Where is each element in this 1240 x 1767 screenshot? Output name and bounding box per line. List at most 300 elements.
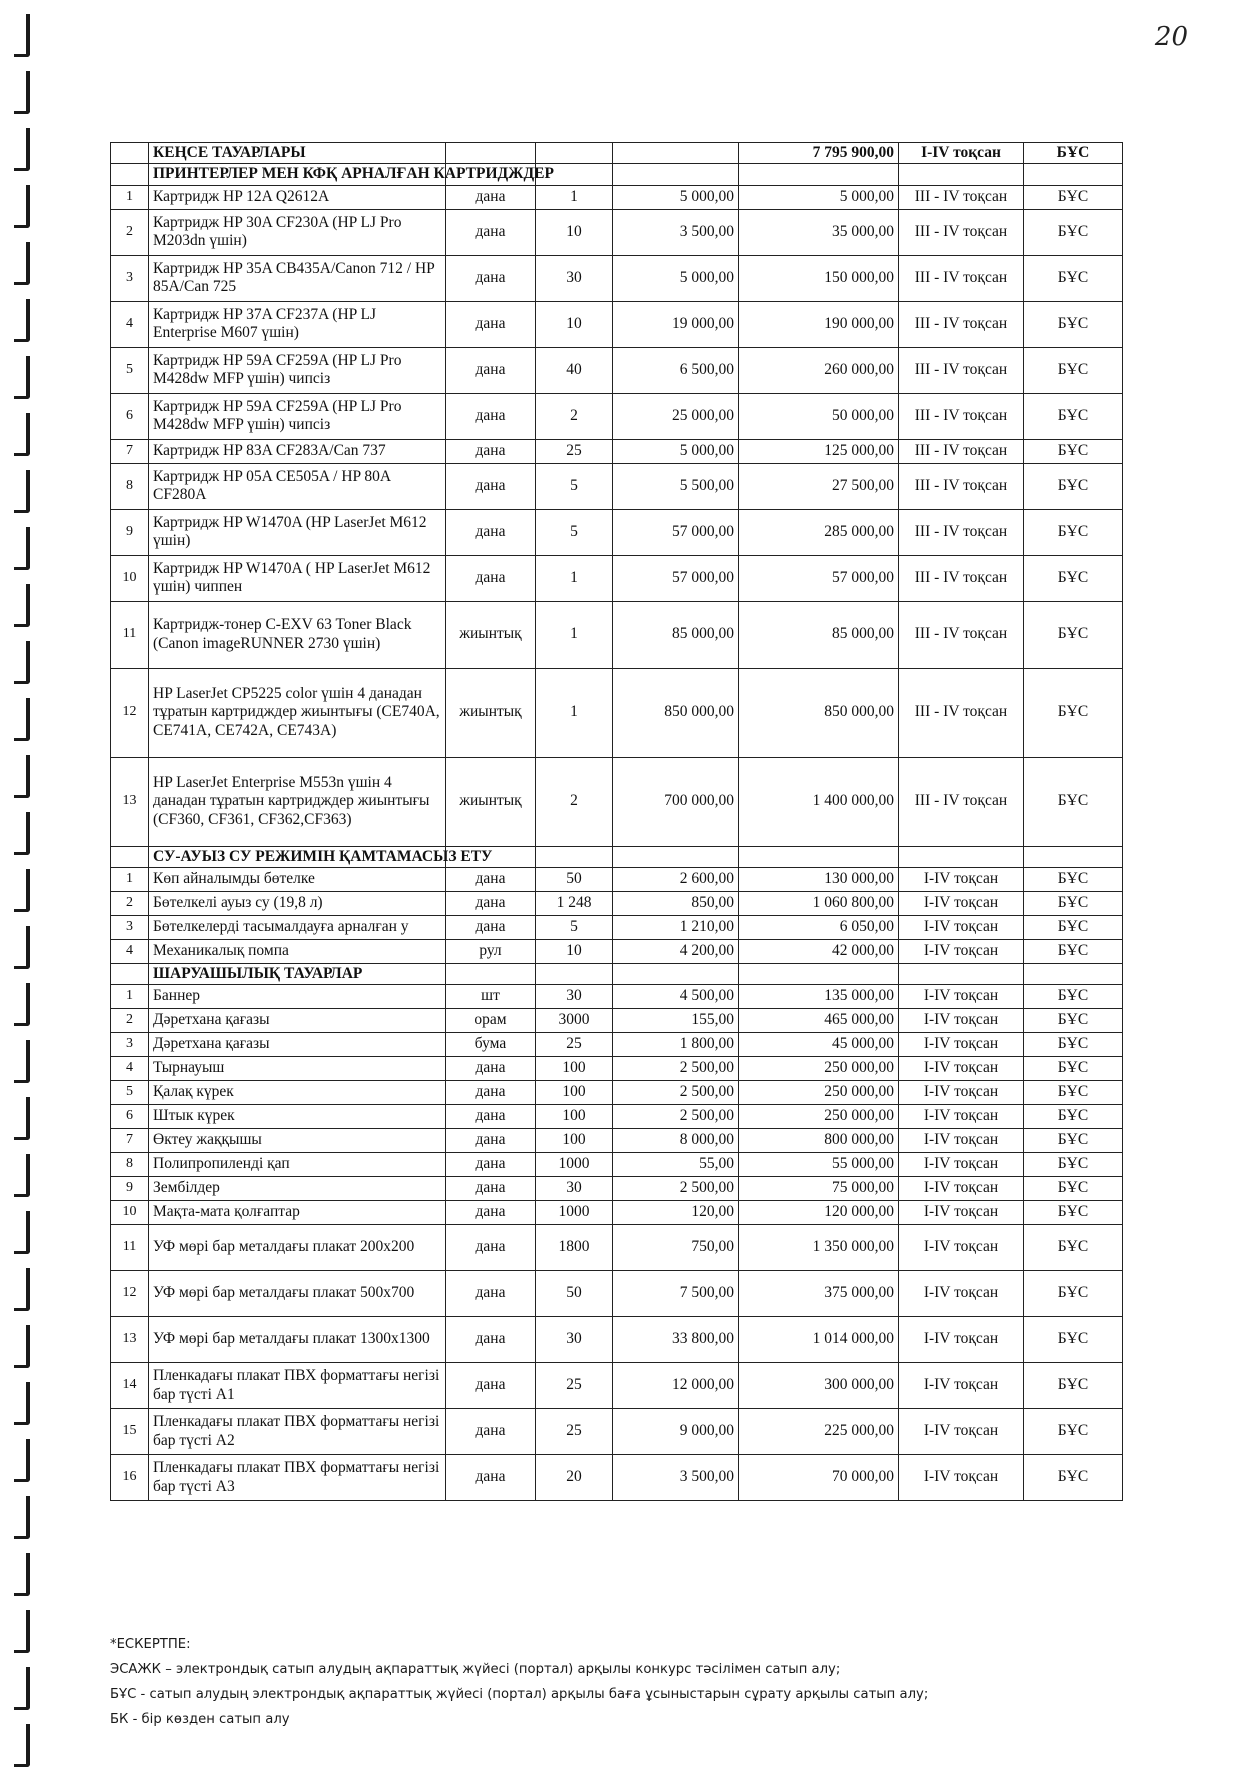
section-empty-cell: [613, 963, 739, 984]
binding-hook-icon: [14, 413, 30, 456]
unit: жиынтық: [446, 757, 536, 846]
section-method: [1024, 963, 1123, 984]
procurement-method: БҰС: [1024, 1057, 1123, 1081]
procurement-method: БҰС: [1024, 1033, 1123, 1057]
section-period: [899, 963, 1024, 984]
row-number: 3: [111, 915, 149, 939]
total-amount: 6 050,00: [739, 915, 899, 939]
row-number: 13: [111, 757, 149, 846]
unit: дана: [446, 555, 536, 601]
section-total: [739, 846, 899, 867]
item-name: Картридж HP 83A CF283A/Can 737: [149, 439, 446, 463]
row-number: 4: [111, 1057, 149, 1081]
unit: дана: [446, 1225, 536, 1271]
total-amount: 375 000,00: [739, 1271, 899, 1317]
unit: дана: [446, 1057, 536, 1081]
procurement-method: БҰС: [1024, 1081, 1123, 1105]
total-amount: 1 350 000,00: [739, 1225, 899, 1271]
procurement-method: БҰС: [1024, 1153, 1123, 1177]
table-row: [111, 915, 1123, 939]
unit: дана: [446, 509, 536, 555]
period: I-IV тоқсан: [899, 1225, 1024, 1271]
total-amount: 27 500,00: [739, 463, 899, 509]
table-row: [111, 1129, 1123, 1153]
quantity: 1: [536, 185, 613, 209]
table-row: [111, 1271, 1123, 1317]
unit-price: 57 000,00: [613, 509, 739, 555]
period: I-IV тоқсан: [899, 1271, 1024, 1317]
item-name: HP LaserJet Enterprise M553n үшін 4 данадан тұратын картридждер жиынтығы (CF360, CF361, CF362,CF363): [149, 757, 446, 846]
section-header-row: [111, 963, 1123, 984]
table-row: [111, 463, 1123, 509]
unit: дана: [446, 209, 536, 255]
procurement-method: БҰС: [1024, 393, 1123, 439]
quantity: 2: [536, 393, 613, 439]
footnote-line: ЭСАЖК – электрондық сатып алудың ақпараттық жүйесі (портал) арқылы конкурс тәсілімен сатып алу;: [110, 1662, 841, 1677]
row-number: 9: [111, 1177, 149, 1201]
quantity: 1: [536, 601, 613, 668]
row-number: 12: [111, 1271, 149, 1317]
procurement-method: БҰС: [1024, 255, 1123, 301]
binding-hook-icon: [14, 1325, 30, 1368]
unit: дана: [446, 915, 536, 939]
procurement-method: БҰС: [1024, 1177, 1123, 1201]
procurement-method: БҰС: [1024, 439, 1123, 463]
section-empty-cell: [613, 143, 739, 164]
period: III - IV тоқсан: [899, 555, 1024, 601]
unit-price: 5 000,00: [613, 185, 739, 209]
quantity: 100: [536, 1105, 613, 1129]
quantity: 1800: [536, 1225, 613, 1271]
procurement-method: БҰС: [1024, 1105, 1123, 1129]
table-row: [111, 1081, 1123, 1105]
section-empty-cell: [446, 963, 536, 984]
row-number: 15: [111, 1409, 149, 1455]
item-name: УФ мөрі бар металдағы плакат 500х700: [149, 1271, 446, 1317]
unit: дана: [446, 393, 536, 439]
section-empty-cell: [536, 846, 613, 867]
section-header-row: [111, 846, 1123, 867]
footnotes: [110, 1632, 1190, 1732]
section-method: [1024, 164, 1123, 185]
unit: дана: [446, 1455, 536, 1501]
unit: жиынтық: [446, 668, 536, 757]
period: I-IV тоқсан: [899, 1201, 1024, 1225]
binding-hook-icon: [14, 1382, 30, 1425]
total-amount: 130 000,00: [739, 867, 899, 891]
item-name: Бөтелкелі ауыз су (19,8 л): [149, 891, 446, 915]
section-title: СУ-АУЫЗ СУ РЕЖИМІН ҚАМТАМАСЫЗ ЕТУ: [149, 846, 446, 867]
table-row: [111, 939, 1123, 963]
item-name: Картридж HP 59A CF259A (HP LJ Pro M428dw MFP үшін) чипсіз: [149, 347, 446, 393]
unit: рул: [446, 939, 536, 963]
item-name: УФ мөрі бар металдағы плакат 1300х1300: [149, 1317, 446, 1363]
procurement-method: БҰС: [1024, 347, 1123, 393]
period: III - IV тоқсан: [899, 509, 1024, 555]
period: I-IV тоқсан: [899, 985, 1024, 1009]
period: I-IV тоқсан: [899, 867, 1024, 891]
unit-price: 850 000,00: [613, 668, 739, 757]
table-row: [111, 1009, 1123, 1033]
section-header-row: [111, 143, 1123, 164]
total-amount: 75 000,00: [739, 1177, 899, 1201]
unit-price: 3 500,00: [613, 209, 739, 255]
period: III - IV тоқсан: [899, 209, 1024, 255]
table-row: [111, 255, 1123, 301]
section-number: [111, 143, 149, 164]
section-period: [899, 164, 1024, 185]
quantity: 25: [536, 1409, 613, 1455]
binding-hook-icon: [14, 641, 30, 684]
quantity: 50: [536, 867, 613, 891]
row-number: 9: [111, 509, 149, 555]
item-name: УФ мөрі бар металдағы плакат 200х200: [149, 1225, 446, 1271]
binding-hook-icon: [14, 812, 30, 855]
binding-hook-icon: [14, 527, 30, 570]
row-number: 8: [111, 463, 149, 509]
binding-hook-icon: [14, 356, 30, 399]
unit-price: 12 000,00: [613, 1363, 739, 1409]
item-name: Картридж HP W1470A (HP LaserJet M612 үшін): [149, 509, 446, 555]
item-name: Механикалық помпа: [149, 939, 446, 963]
period: III - IV тоқсан: [899, 301, 1024, 347]
total-amount: 135 000,00: [739, 985, 899, 1009]
row-number: 16: [111, 1455, 149, 1501]
total-amount: 150 000,00: [739, 255, 899, 301]
item-name: Өктеу жаққышы: [149, 1129, 446, 1153]
table-row: [111, 509, 1123, 555]
unit-price: 2 500,00: [613, 1057, 739, 1081]
quantity: 30: [536, 255, 613, 301]
row-number: 2: [111, 891, 149, 915]
row-number: 11: [111, 601, 149, 668]
procurement-method: БҰС: [1024, 867, 1123, 891]
item-name: Пленкадағы плакат ПВХ форматтағы негізі бар түсті А1: [149, 1363, 446, 1409]
binding-hook-icon: [14, 1154, 30, 1197]
quantity: 100: [536, 1129, 613, 1153]
table-row: [111, 1225, 1123, 1271]
binding-hook-icon: [14, 1097, 30, 1140]
unit-price: 33 800,00: [613, 1317, 739, 1363]
period: I-IV тоқсан: [899, 1409, 1024, 1455]
item-name: Дәретхана қағазы: [149, 1033, 446, 1057]
row-number: 2: [111, 1009, 149, 1033]
item-name: Штык күрек: [149, 1105, 446, 1129]
quantity: 30: [536, 1177, 613, 1201]
total-amount: 55 000,00: [739, 1153, 899, 1177]
section-number: [111, 963, 149, 984]
total-amount: 465 000,00: [739, 1009, 899, 1033]
unit: дана: [446, 185, 536, 209]
item-name: Картридж HP 35A CB435A/Canon 712 / HP 85A/Can 725: [149, 255, 446, 301]
item-name: Пленкадағы плакат ПВХ форматтағы негізі бар түсті А2: [149, 1409, 446, 1455]
item-name: Қалақ күрек: [149, 1081, 446, 1105]
procurement-method: БҰС: [1024, 509, 1123, 555]
total-amount: 35 000,00: [739, 209, 899, 255]
procurement-method: БҰС: [1024, 555, 1123, 601]
item-name: Дәретхана қағазы: [149, 1009, 446, 1033]
period: III - IV тоқсан: [899, 463, 1024, 509]
procurement-method: БҰС: [1024, 757, 1123, 846]
procurement-method: БҰС: [1024, 939, 1123, 963]
unit-price: 700 000,00: [613, 757, 739, 846]
procurement-method: БҰС: [1024, 463, 1123, 509]
unit: дана: [446, 439, 536, 463]
row-number: 6: [111, 393, 149, 439]
table-row: [111, 439, 1123, 463]
unit-price: 3 500,00: [613, 1455, 739, 1501]
row-number: 10: [111, 1201, 149, 1225]
unit: орам: [446, 1009, 536, 1033]
unit: шт: [446, 985, 536, 1009]
item-name: Мақта-мата қолғаптар: [149, 1201, 446, 1225]
unit: дана: [446, 255, 536, 301]
procurement-method: БҰС: [1024, 915, 1123, 939]
quantity: 30: [536, 1317, 613, 1363]
binding-hook-icon: [14, 71, 30, 114]
quantity: 5: [536, 915, 613, 939]
section-number: [111, 164, 149, 185]
period: I-IV тоқсан: [899, 1363, 1024, 1409]
unit: дана: [446, 1317, 536, 1363]
period: I-IV тоқсан: [899, 1033, 1024, 1057]
binding-hook-icon: [14, 755, 30, 798]
section-empty-cell: [536, 143, 613, 164]
binding-hook-icon: [14, 242, 30, 285]
table-row: [111, 668, 1123, 757]
unit-price: 4 200,00: [613, 939, 739, 963]
section-empty-cell: [446, 143, 536, 164]
procurement-method: БҰС: [1024, 1317, 1123, 1363]
period: III - IV тоқсан: [899, 439, 1024, 463]
unit-price: 9 000,00: [613, 1409, 739, 1455]
table-row: [111, 1177, 1123, 1201]
section-total: [739, 164, 899, 185]
total-amount: 50 000,00: [739, 393, 899, 439]
quantity: 50: [536, 1271, 613, 1317]
table-row: [111, 601, 1123, 668]
table-row: [111, 1455, 1123, 1501]
table-row: [111, 1153, 1123, 1177]
unit: дана: [446, 1153, 536, 1177]
procurement-method: БҰС: [1024, 985, 1123, 1009]
table-row: [111, 1201, 1123, 1225]
table-row: [111, 393, 1123, 439]
quantity: 40: [536, 347, 613, 393]
unit-price: 2 500,00: [613, 1081, 739, 1105]
total-amount: 260 000,00: [739, 347, 899, 393]
item-name: Картридж HP 05A CE505A / HP 80A CF280A: [149, 463, 446, 509]
section-total: [739, 963, 899, 984]
unit-price: 2 500,00: [613, 1177, 739, 1201]
row-number: 1: [111, 185, 149, 209]
item-name: Картридж-тонер C-EXV 63 Toner Black (Canon imageRUNNER 2730 үшін): [149, 601, 446, 668]
unit: дана: [446, 1081, 536, 1105]
row-number: 7: [111, 439, 149, 463]
table-row: [111, 891, 1123, 915]
procurement-method: БҰС: [1024, 1271, 1123, 1317]
binding-hook-icon: [14, 983, 30, 1026]
item-name: Картридж HP 30A CF230A (HP LJ Pro M203dn үшін): [149, 209, 446, 255]
item-name: Баннер: [149, 985, 446, 1009]
unit: дана: [446, 1201, 536, 1225]
binding-hook-icon: [14, 1496, 30, 1539]
row-number: 1: [111, 985, 149, 1009]
total-amount: 5 000,00: [739, 185, 899, 209]
binding-hook-icon: [14, 698, 30, 741]
table-row: [111, 1105, 1123, 1129]
quantity: 1: [536, 555, 613, 601]
total-amount: 285 000,00: [739, 509, 899, 555]
table-row: [111, 1057, 1123, 1081]
procurement-method: БҰС: [1024, 891, 1123, 915]
period: III - IV тоқсан: [899, 255, 1024, 301]
period: III - IV тоқсан: [899, 668, 1024, 757]
table-row: [111, 347, 1123, 393]
unit-price: 57 000,00: [613, 555, 739, 601]
period: I-IV тоқсан: [899, 1317, 1024, 1363]
binding-hook-icon: [14, 185, 30, 228]
unit: дана: [446, 1129, 536, 1153]
item-name: HP LaserJet CP5225 color үшін 4 данадан тұратын картридждер жиынтығы (CE740A, CE741A, CE742A, CE743A): [149, 668, 446, 757]
period: I-IV тоқсан: [899, 939, 1024, 963]
quantity: 1 248: [536, 891, 613, 915]
unit: дана: [446, 1409, 536, 1455]
row-number: 4: [111, 301, 149, 347]
row-number: 4: [111, 939, 149, 963]
item-name: Зембілдер: [149, 1177, 446, 1201]
quantity: 10: [536, 939, 613, 963]
total-amount: 125 000,00: [739, 439, 899, 463]
binding-hook-icon: [14, 1667, 30, 1710]
binding-hook-icon: [14, 1724, 30, 1767]
binding-hook-icon: [14, 926, 30, 969]
unit-price: 85 000,00: [613, 601, 739, 668]
row-number: 2: [111, 209, 149, 255]
procurement-table: [110, 142, 1123, 1501]
section-number: [111, 846, 149, 867]
period: III - IV тоқсан: [899, 347, 1024, 393]
section-period: I-IV тоқсан: [899, 143, 1024, 164]
binding-hook-icon: [14, 1211, 30, 1254]
binding-hook-icon: [14, 1610, 30, 1653]
unit-price: 8 000,00: [613, 1129, 739, 1153]
unit-price: 2 600,00: [613, 867, 739, 891]
section-method: БҰС: [1024, 143, 1123, 164]
procurement-method: БҰС: [1024, 301, 1123, 347]
quantity: 20: [536, 1455, 613, 1501]
procurement-method: БҰС: [1024, 185, 1123, 209]
table-row: [111, 555, 1123, 601]
unit-price: 5 000,00: [613, 255, 739, 301]
quantity: 5: [536, 509, 613, 555]
quantity: 25: [536, 1033, 613, 1057]
procurement-method: БҰС: [1024, 1363, 1123, 1409]
row-number: 3: [111, 255, 149, 301]
total-amount: 85 000,00: [739, 601, 899, 668]
unit: дана: [446, 891, 536, 915]
footnote-line: БК - бір көзден сатып алу: [110, 1712, 290, 1727]
unit-price: 7 500,00: [613, 1271, 739, 1317]
unit: жиынтық: [446, 601, 536, 668]
binding-hook-icon: [14, 128, 30, 171]
total-amount: 250 000,00: [739, 1057, 899, 1081]
total-amount: 190 000,00: [739, 301, 899, 347]
section-method: [1024, 846, 1123, 867]
page-number: 20: [1154, 22, 1188, 52]
item-name: Полипропиленді қап: [149, 1153, 446, 1177]
total-amount: 120 000,00: [739, 1201, 899, 1225]
binding-edge: [0, 0, 40, 1754]
table-row: [111, 185, 1123, 209]
unit-price: 750,00: [613, 1225, 739, 1271]
item-name: Картридж HP 59A CF259A (HP LJ Pro M428dw MFP үшін) чипсіз: [149, 393, 446, 439]
binding-hook-icon: [14, 14, 30, 57]
item-name: Бөтелкелерді тасымалдауға арналған у: [149, 915, 446, 939]
procurement-method: БҰС: [1024, 668, 1123, 757]
item-name: Картридж HP W1470A ( HP LaserJet M612 үшін) чиппен: [149, 555, 446, 601]
unit: дана: [446, 1271, 536, 1317]
period: III - IV тоқсан: [899, 393, 1024, 439]
row-number: 12: [111, 668, 149, 757]
total-amount: 70 000,00: [739, 1455, 899, 1501]
unit-price: 1 800,00: [613, 1033, 739, 1057]
footnote-heading: *ЕСКЕРТПЕ:: [110, 1637, 191, 1652]
table-row: [111, 867, 1123, 891]
item-name: Пленкадағы плакат ПВХ форматтағы негізі бар түсті А3: [149, 1455, 446, 1501]
row-number: 1: [111, 867, 149, 891]
binding-hook-icon: [14, 299, 30, 342]
table-row: [111, 209, 1123, 255]
procurement-method: БҰС: [1024, 1225, 1123, 1271]
total-amount: 57 000,00: [739, 555, 899, 601]
period: I-IV тоқсан: [899, 1081, 1024, 1105]
row-number: 6: [111, 1105, 149, 1129]
period: I-IV тоқсан: [899, 1009, 1024, 1033]
unit: бума: [446, 1033, 536, 1057]
quantity: 1: [536, 668, 613, 757]
row-number: 14: [111, 1363, 149, 1409]
section-period: [899, 846, 1024, 867]
binding-hook-icon: [14, 1553, 30, 1596]
total-amount: 300 000,00: [739, 1363, 899, 1409]
unit: дана: [446, 463, 536, 509]
section-empty-cell: [613, 164, 739, 185]
item-name: Тырнауыш: [149, 1057, 446, 1081]
row-number: 11: [111, 1225, 149, 1271]
unit: дана: [446, 1105, 536, 1129]
binding-hook-icon: [14, 1439, 30, 1482]
unit-price: 6 500,00: [613, 347, 739, 393]
procurement-method: БҰС: [1024, 1129, 1123, 1153]
procurement-method: БҰС: [1024, 1455, 1123, 1501]
unit-price: 4 500,00: [613, 985, 739, 1009]
total-amount: 225 000,00: [739, 1409, 899, 1455]
section-empty-cell: [613, 846, 739, 867]
unit-price: 55,00: [613, 1153, 739, 1177]
section-total: 7 795 900,00: [739, 143, 899, 164]
quantity: 5: [536, 463, 613, 509]
total-amount: 850 000,00: [739, 668, 899, 757]
row-number: 5: [111, 347, 149, 393]
row-number: 3: [111, 1033, 149, 1057]
total-amount: 250 000,00: [739, 1105, 899, 1129]
section-header-row: [111, 164, 1123, 185]
section-title: КЕҢСЕ ТАУАРЛАРЫ: [149, 143, 446, 164]
binding-hook-icon: [14, 869, 30, 912]
unit-price: 120,00: [613, 1201, 739, 1225]
quantity: 30: [536, 985, 613, 1009]
